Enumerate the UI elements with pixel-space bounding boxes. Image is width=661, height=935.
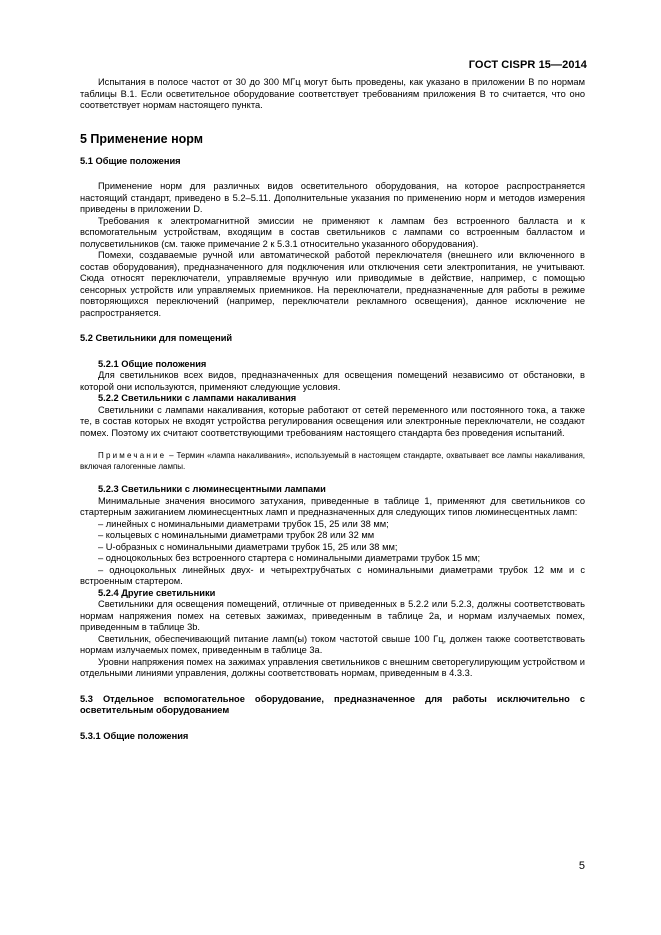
paragraph-5-2-4-b: Светильник, обеспечивающий питание ламп(ы) током частотой свыше 100 Гц, должен также соответствовать нормам излучаемых помех, приведенным в таблице 3а.	[80, 633, 585, 655]
paragraph-5-1-c: Помехи, создаваемые ручной или автоматической работой переключателя (внешнего или включенного в состав оборудования), предназначенного для подключения или отключения сети электропитания, не учитывают. Сюда относят переключатели, управляемые вручную или приводимые в действие, например, с помощью сенсорных устройств или управляемых приемников. На переключатели, предназначенные для работы в режиме повторяющихся переключений (например, переключатели рекламного освещения), данное исключение не распространяется.	[80, 250, 585, 318]
section-5-2-heading: 5.2 Светильники для помещений	[80, 333, 233, 343]
paragraph-5-2-4-a: Светильники для освещения помещений, отличные от приведенных в 5.2.2 или 5.2.3, должны соответствовать нормам напряжения помех на сетевых зажимах, приведенным в таблице 2а, и нормам излучаемых помех, приведенным в таблице 3b.	[80, 599, 585, 632]
section-5-2-1-heading: 5.2.1 Общие положения	[98, 358, 207, 369]
paragraph-5-2-3: Минимальные значения вносимого затухания, приведенные в таблице 1, применяют для светильников со стартерным зажиганием люминесцентных ламп и предназначенных для следующих типов люминесцентных ламп:	[80, 495, 585, 517]
section-5-2-2-heading: 5.2.2 Светильники с лампами накаливания	[98, 393, 297, 403]
section-5-heading: 5 Применение норм	[80, 131, 203, 146]
list-item: – кольцевых с номинальными диаметрами трубок 28 или 32 мм	[98, 530, 375, 540]
document-body	[80, 77, 585, 742]
paragraph-5-1-b: Требования к электромагнитной эмиссии не применяют к лампам без встроенного балласта и к вспомогательным устройствам, входящим в состав светильников с лампами со встроенным балластом и полусветильников (см. также примечание 2 к 5.3.1 относительно указанного оборудования).	[80, 215, 585, 249]
section-5-2-4-heading: 5.2.4 Другие светильники	[98, 587, 216, 598]
note-paragraph	[80, 451, 585, 472]
list-item: – одноцокольных линейных двух- и четырехтрубчатых с номинальными диаметрами трубок 12 мм и с встроенным стартером.	[80, 564, 585, 586]
page-number: 5	[578, 860, 585, 872]
intro-paragraph: Испытания в полосе частот от 30 до 300 МГц могут быть проведены, как указано в приложении В по нормам таблицы В.1. Если осветительное оборудование соответствует требованиям приложения В то считается, что оно соответствует нормам настоящего пункта.	[80, 77, 585, 110]
document-header: ГОСТ CISPR 15—2014	[468, 59, 587, 71]
paragraph-5-2-4-c: Уровни напряжения помех на зажимах управления светильников с внешним светорегулирующим устройством и отдельными линиями управления, должны соответствовать нормам, приведенным в 4.3.3.	[80, 656, 585, 678]
note-text: – Термин «лампа накаливания», используемый в настоящем стандарте, охватывает все лампы накаливания, включая галогенные лампы.	[80, 451, 585, 471]
section-5-3-1-heading: 5.3.1 Общие положения	[80, 730, 189, 741]
paragraph-5-1-a: Применение норм для различных видов осветительного оборудования, на которое распространяется настоящий стандарт, приведено в 5.2–5.11. Дополнительные указания по применению норм и методов измерения приведены в приложении D.	[80, 181, 585, 214]
list-item: – U-образных с номинальными диаметрами трубок 15, 25 или 38 мм;	[98, 541, 398, 552]
section-5-3-heading: 5.3 Отдельное вспомогательное оборудование, предназначенное для работы исключительно с осветительным оборудованием	[80, 693, 585, 715]
note-label: Примечание	[98, 451, 167, 460]
section-5-2-3-heading: 5.2.3 Светильники с люминесцентными лампами	[98, 484, 326, 494]
paragraph-5-2-2: Светильники с лампами накаливания, которые работают от сетей переменного или постоянного тока, а также те, в состав которых не входят устройства регулирования освещения или электронные переключатели, не создают помех. Поэтому их считают соответствующими требованиям настоящего стандарта без проведения испытаний.	[80, 404, 585, 438]
paragraph-5-2-1: Для светильников всех видов, предназначенных для освещения помещений независимо от обстановки, в которой они используются, применяют следующие условия.	[80, 370, 585, 392]
list-item: – линейных с номинальными диаметрами трубок 15, 25 или 38 мм;	[98, 518, 389, 529]
list-item: – одноцокольных без встроенного стартера с номинальными диаметрами трубок 15 мм;	[98, 553, 481, 563]
section-5-1-heading: 5.1 Общие положения	[80, 155, 181, 166]
